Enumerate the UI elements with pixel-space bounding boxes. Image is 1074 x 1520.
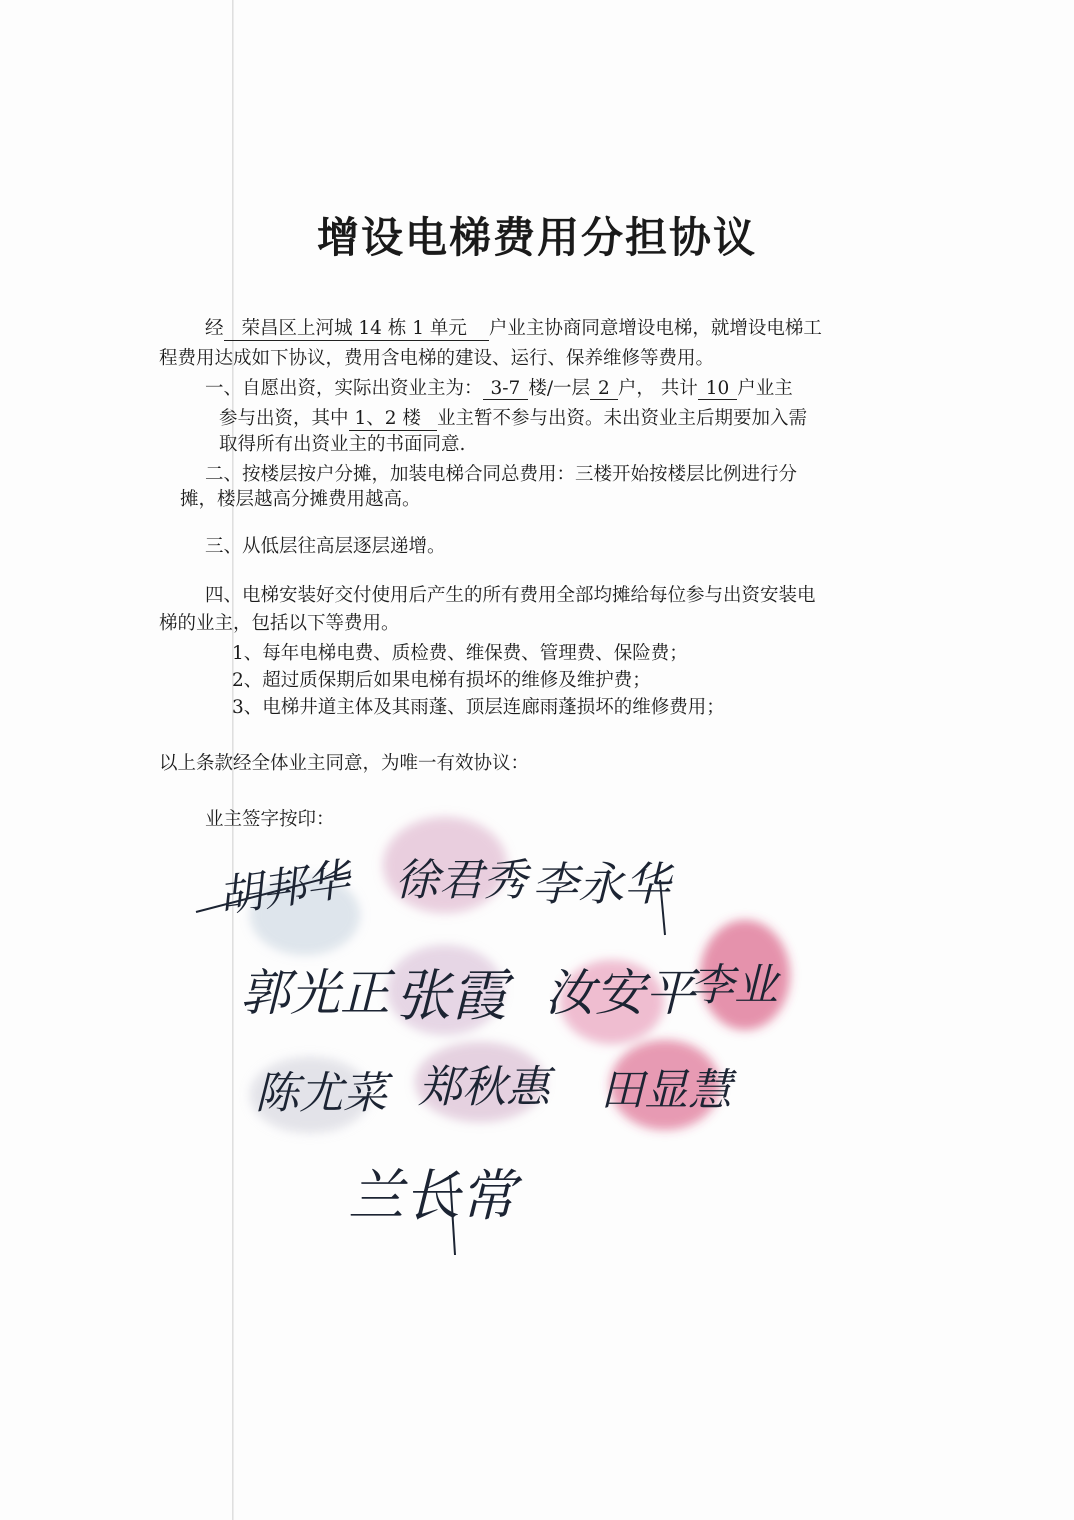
clause1-line2-post: 业主暂不参与出资。未出资业主后期要加入需 [436,408,807,429]
signature: 田显慧 [600,1065,732,1116]
clause1-line2-pre: 参与出资，其中 [219,408,349,429]
clause1-households: 2 [590,378,618,400]
signature: 胡邦华 [215,854,353,923]
clause4-line-1: 四、电梯安装好交付使用后产生的所有费用全部均摊给每位参与出资安装电 [205,585,816,606]
clause1-excluded: 1、2 楼 [349,404,437,431]
intro-line-2: 程费用达成如下协议，费用含电梯的建设、运行、保养维修等费用。 [159,348,715,369]
clause1-floors: 3-7 [483,378,529,400]
signature: 郭光正 [240,964,390,1022]
intro-suffix: 户业主协商同意增设电梯，就增设电梯工 [488,318,822,339]
intro-prefix: 经 [205,318,224,339]
document-title: 增设电梯费用分担协议 [316,213,757,262]
signature-label: 业主签字按印： [205,809,335,830]
signature: 兰长常 [348,1164,516,1229]
signature: 陈尤菜 [255,1068,387,1119]
clause4-item: 3、电梯井道主体及其雨蓬、顶层连廊雨蓬损坏的维修费用； [232,697,725,718]
signature: 张霞 [395,964,507,1029]
clause1-mid: 楼/一层 [528,378,591,399]
clause1-total: 10 [698,378,738,400]
intro-address: 荣昌区上河城 14 栋 1 单元 [224,314,489,341]
signature: 汝安平 [545,964,695,1022]
clause3: 三、从低层往高层逐层递增。 [205,536,446,557]
clause2-line-1: 二、按楼层按户分摊，加装电梯合同总费用：三楼开始按楼层比例进行分 [205,464,798,485]
clause2-line-2: 摊，楼层越高分摊费用越高。 [180,489,421,510]
clause1-end: 户业主 [737,378,793,399]
signature: 郑秋惠 [418,1062,550,1113]
signature: 徐君秀 [395,855,527,906]
clause4-item: 1、每年电梯电费、质检费、维保费、管理费、保险费； [232,643,688,664]
signature: 李永华 [532,857,670,911]
clause4-item: 2、超过质保期后如果电梯有损坏的维修及维护费； [232,670,651,691]
clause4-line-2: 梯的业主，包括以下等费用。 [159,613,400,634]
clause1-lead: 一、自愿出资，实际出资业主为： [205,378,483,399]
clause1-line-3: 取得所有出资业主的书面同意. [219,434,466,455]
signature: 李业 [690,960,778,1011]
clause1-after: 户， 共计 [617,378,698,399]
closing-statement: 以上条款经全体业主同意，为唯一有效协议： [159,753,530,774]
